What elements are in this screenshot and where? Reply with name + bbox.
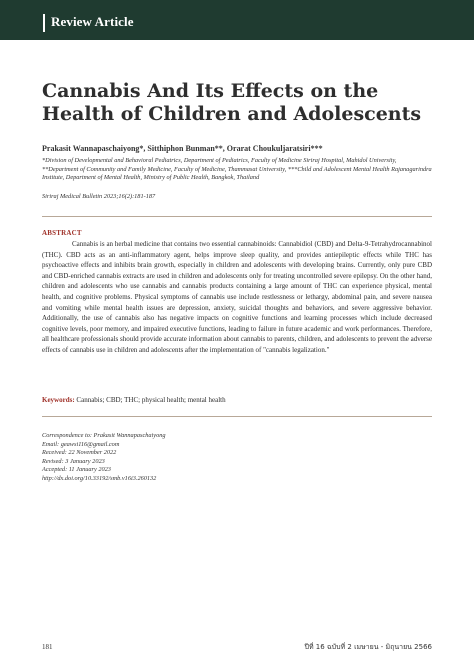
article-title: Cannabis And Its Effects on the Health of Children and Adolescents: [42, 80, 422, 125]
section-label: Review Article: [51, 14, 134, 29]
accepted-date: Accepted: 11 January 2023: [42, 466, 111, 474]
journal-citation: Siriraj Medical Bulletin 2023;16(2):181-187: [42, 193, 156, 200]
doi-link[interactable]: http://dx.doi.org/10.33192/smb.v16i3.260132: [42, 474, 157, 482]
correspondence-block: [42, 432, 342, 484]
issue-info: ปีที่ 16 ฉบับที่ 2 เมษายน - มิถุนายน 2566: [304, 643, 432, 651]
abstract-text: Cannabis is an herbal medicine that contains two essential cannabinoids: Cannabidiol (CBD) and Delta-9-Tetrahydrocannabinol (THC). CBD acts as an anti-inflammatory agent, helps improve sleep quality, and provides antiepileptic effects while THC has psychoactive effects and inhibits brain growth, especially in children and adolescents with developing brains. Currently, only pure CBD and CBD-enriched cannabis extracts are used in children and adolescents only for treating uncontrolled severe epilepsy. On the other hand, children and adolescents who use cannabis and cannabis products containing a large amount of THC can experience physical, mental health, and cognitive problems. Physical symptoms of cannabis use include restlessness or lethargy, abdominal pain, and severe nausea and vomiting while mental health issues are depression, anxiety, suicidal thoughts and behaviors, and severe aggressive behavior. Additionally, the use of cannabis also has negative impacts on cognitive functions and learning processes which include decreased cognitive levels, poor memory, and impaired executive functions, leading to failure in future academic and work performances. Therefore, all healthcare professionals should provide accurate information about cannabis to parents, children, and adolescents to prevent the adverse effects of cannabis use in children and adolescents after the implementation of "cannabis legalization.": [42, 240, 432, 354]
header-divider: [43, 14, 45, 32]
abstract-heading: ABSTRACT: [42, 229, 82, 237]
revised-date: Revised: 3 January 2023: [42, 457, 105, 465]
keywords-text: Cannabis; CBD; THC; physical health; mental health: [76, 396, 226, 404]
page-number: 181: [42, 643, 53, 651]
divider-top: [42, 216, 432, 217]
abstract-section: [42, 239, 432, 356]
received-date: Received: 22 November 2022: [42, 449, 117, 457]
affiliations: *Division of Developmental and Behavioral Pediatrics, Department of Pediatrics, Faculty of Medicine Siriraj Hospital, Mahidol University, **Department of Community and Family Medicine, Faculty of Medicine, Thammasat University, ***Child and Adolescent Mental Health Rajanagarindra Institute, Department of Mental Health, Ministry of Public Health, Bangkok, Thailand: [42, 157, 432, 181]
keywords-label: Keywords:: [42, 396, 75, 404]
correspondence-author: Correspondence to: Prakasit Wannapaschaiyong: [42, 432, 166, 439]
correspondence-email: Email: geawsi116@gmail.com: [42, 440, 120, 448]
keywords-line: [42, 396, 432, 404]
author-list: Prakasit Wannapaschaiyong*, Sitthiphon Bunman**, Orarat Choukuljaratsiri***: [42, 144, 323, 153]
divider-bottom: [42, 416, 432, 417]
